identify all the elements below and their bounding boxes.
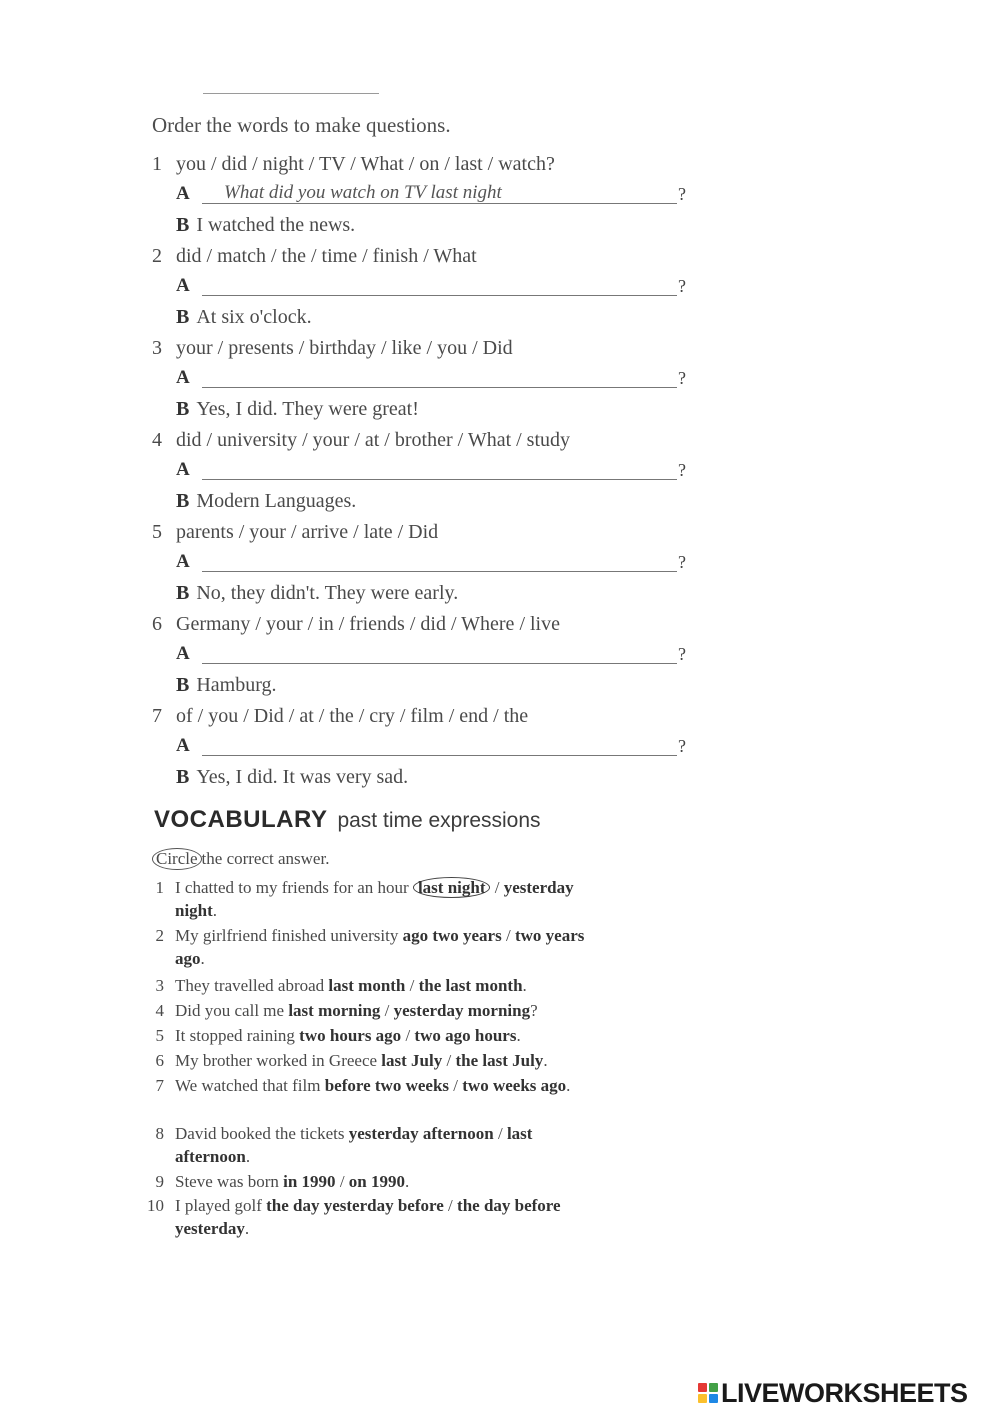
answer-b-text: Modern Languages.	[196, 490, 357, 512]
vocabulary-item	[140, 1074, 595, 1097]
option-2[interactable]: two ago hours	[414, 1026, 517, 1045]
label-b: B	[176, 766, 190, 788]
item-end: .	[566, 1076, 571, 1095]
item-number: 1	[155, 878, 164, 897]
option-separator: /	[448, 1196, 453, 1215]
item-end: ?	[530, 1001, 538, 1020]
label-a: A	[176, 551, 190, 572]
label-b: B	[176, 582, 190, 604]
item-number: 9	[155, 1172, 164, 1191]
question-item	[152, 150, 692, 242]
item-sentence	[175, 1049, 595, 1072]
item-end: .	[405, 1172, 410, 1191]
answer-a-row	[176, 456, 692, 486]
question-prompt	[152, 610, 560, 638]
answer-b-text: Yes, I did. They were great!	[196, 398, 419, 420]
top-divider	[203, 93, 379, 94]
question-words: did / match / the / time / finish / What	[176, 245, 477, 267]
answer-b-text: At six o'clock.	[196, 306, 312, 328]
option-2[interactable]: the last month	[418, 976, 523, 995]
item-end: .	[212, 901, 218, 920]
option-2[interactable]: last afternoon	[175, 1124, 533, 1166]
option-1[interactable]: the day yesterday before	[266, 1196, 444, 1215]
question-item	[152, 610, 692, 702]
item-text: My brother worked in Greece	[175, 1051, 378, 1070]
label-b: B	[176, 674, 190, 696]
vocabulary-item	[140, 1170, 595, 1193]
logo-squares-icon	[698, 1383, 718, 1403]
question-words: your / presents / birthday / like / you / Did	[176, 337, 513, 359]
question-number: 3	[152, 337, 162, 359]
option-separator: /	[494, 878, 500, 897]
answer-a-row	[176, 732, 692, 762]
answer-b-row	[176, 763, 408, 791]
question-mark: ?	[678, 552, 686, 572]
option-1[interactable]: before two weeks	[324, 1076, 450, 1095]
question-prompt	[152, 334, 513, 362]
option-1[interactable]: last month	[328, 976, 406, 995]
option-1[interactable]: last night	[413, 877, 491, 898]
question-item	[152, 426, 692, 518]
answer-a-row	[176, 272, 692, 302]
item-text: We watched that film	[175, 1076, 321, 1095]
answer-b-row	[176, 487, 356, 515]
question-mark: ?	[678, 276, 686, 296]
item-end: .	[244, 1219, 250, 1238]
item-number: 7	[155, 1076, 164, 1095]
answer-b-row	[176, 303, 312, 331]
vocabulary-title: VOCABULARY	[154, 806, 328, 833]
question-item	[152, 242, 692, 334]
label-b: B	[176, 398, 190, 420]
option-2[interactable]: the last July	[455, 1051, 544, 1070]
item-text: My girlfriend finished university	[175, 926, 399, 945]
label-a: A	[176, 735, 190, 756]
item-text: It stopped raining	[175, 1026, 295, 1045]
option-separator: /	[497, 1124, 503, 1143]
answer-a-row	[176, 548, 692, 578]
item-text: They travelled abroad	[175, 976, 325, 995]
item-number: 8	[155, 1124, 164, 1143]
option-2[interactable]: two years ago	[175, 926, 585, 968]
answer-b-text: No, they didn't. They were early.	[196, 582, 459, 604]
vocabulary-subtitle: past time expressions	[337, 809, 541, 832]
question-words: of / you / Did / at / the / cry / film / end / the	[176, 705, 529, 727]
logo-text: LIVEWORKSHEETS	[721, 1377, 968, 1408]
question-list	[152, 150, 692, 794]
question-number: 2	[152, 245, 162, 267]
vocabulary-item	[140, 924, 595, 970]
option-2[interactable]: on 1990	[348, 1172, 406, 1191]
answer-line[interactable]	[202, 387, 677, 388]
answer-b-row	[176, 211, 355, 239]
option-1[interactable]: in 1990	[283, 1172, 336, 1191]
question-mark: ?	[678, 368, 686, 388]
item-sentence	[175, 974, 595, 997]
item-end: .	[200, 949, 205, 968]
label-a: A	[176, 183, 190, 204]
vocabulary-item	[140, 876, 595, 922]
question-words: you / did / night / TV / What / on / last / watch?	[176, 153, 555, 175]
item-number: 4	[155, 1001, 164, 1020]
answer-line[interactable]	[202, 571, 677, 572]
item-end: .	[543, 1051, 548, 1070]
vocabulary-item	[140, 1122, 595, 1168]
label-b: B	[176, 306, 190, 328]
option-1[interactable]: yesterday afternoon	[348, 1124, 494, 1143]
answer-line[interactable]	[202, 295, 677, 296]
question-mark: ?	[678, 644, 686, 664]
option-separator: /	[405, 1026, 411, 1045]
question-number: 1	[152, 153, 162, 175]
option-2[interactable]: yesterday morning	[393, 1001, 531, 1020]
option-1[interactable]: two hours ago	[299, 1026, 402, 1045]
item-text: David booked the tickets	[175, 1124, 345, 1143]
item-sentence	[175, 1170, 595, 1193]
option-1[interactable]: ago two years	[402, 926, 502, 945]
answer-line[interactable]	[202, 479, 677, 480]
item-sentence	[175, 1122, 595, 1168]
option-1[interactable]: last morning	[288, 1001, 381, 1020]
item-text: I chatted to my friends for an hour	[175, 878, 409, 897]
label-a: A	[176, 367, 190, 388]
question-prompt	[152, 518, 438, 546]
option-separator: /	[384, 1001, 390, 1020]
label-a: A	[176, 643, 190, 664]
label-a: A	[176, 459, 190, 480]
item-sentence	[175, 1074, 595, 1097]
exercise-instruction: Order the words to make questions.	[152, 113, 451, 137]
question-mark: ?	[678, 460, 686, 480]
answer-b-row	[176, 579, 458, 607]
label-b: B	[176, 490, 190, 512]
question-item	[152, 334, 692, 426]
question-prompt	[152, 426, 570, 454]
answer-b-row	[176, 395, 419, 423]
circle-word: Circle	[152, 848, 202, 870]
item-sentence	[175, 924, 595, 970]
option-separator: /	[505, 926, 511, 945]
answer-line[interactable]	[202, 663, 677, 664]
question-prompt	[152, 150, 555, 178]
vocabulary-item	[140, 1049, 595, 1072]
answer-b-text: I watched the news.	[196, 214, 356, 236]
item-number: 3	[155, 976, 164, 995]
item-text: Did you call me	[175, 1001, 285, 1020]
answer-b-text: Yes, I did. It was very sad.	[196, 766, 409, 788]
answer-b-text: Hamburg.	[196, 674, 277, 696]
question-number: 4	[152, 429, 162, 451]
option-2[interactable]: two weeks ago	[462, 1076, 567, 1095]
question-item	[152, 518, 692, 610]
vocabulary-heading	[154, 806, 541, 834]
item-number: 5	[155, 1026, 164, 1045]
item-end: .	[245, 1147, 251, 1166]
vocabulary-item	[140, 1194, 595, 1240]
item-sentence	[175, 1194, 595, 1240]
item-number: 2	[155, 926, 164, 945]
answer-a-row	[176, 180, 692, 210]
question-words: Germany / your / in / friends / did / Where / live	[176, 613, 560, 635]
item-number: 10	[147, 1196, 164, 1215]
label-b: B	[176, 214, 190, 236]
answer-line[interactable]	[202, 755, 677, 756]
question-words: parents / your / arrive / late / Did	[176, 521, 439, 543]
vocabulary-item	[140, 999, 595, 1022]
item-end: .	[522, 976, 527, 995]
option-separator: /	[409, 976, 415, 995]
item-text: I played golf	[175, 1196, 262, 1215]
question-number: 7	[152, 705, 162, 727]
question-number: 5	[152, 521, 162, 543]
item-end: .	[516, 1026, 521, 1045]
question-item	[152, 702, 692, 794]
option-2[interactable]: yesterday night	[175, 878, 574, 920]
question-mark: ?	[678, 736, 686, 756]
label-a: A	[176, 275, 190, 296]
question-prompt	[152, 702, 528, 730]
instruction-rest: the correct answer.	[201, 849, 330, 868]
answer-a-row	[176, 364, 692, 394]
item-text: Steve was born	[175, 1172, 279, 1191]
answer-a-text[interactable]: What did you watch on TV last night	[224, 182, 502, 203]
item-number: 6	[155, 1051, 164, 1070]
answer-b-row	[176, 671, 277, 699]
item-sentence	[175, 1024, 595, 1047]
vocabulary-instruction	[152, 848, 329, 870]
item-sentence	[175, 999, 595, 1022]
question-mark: ?	[678, 184, 686, 204]
question-prompt	[152, 242, 477, 270]
question-number: 6	[152, 613, 162, 635]
option-2[interactable]: the day before yesterday	[175, 1196, 561, 1238]
answer-a-row	[176, 640, 692, 670]
option-separator: /	[453, 1076, 459, 1095]
item-sentence	[175, 876, 595, 922]
question-words: did / university / your / at / brother / What / study	[176, 429, 571, 451]
vocabulary-item	[140, 1024, 595, 1047]
option-separator: /	[446, 1051, 452, 1070]
option-1[interactable]: last July	[381, 1051, 443, 1070]
option-separator: /	[339, 1172, 345, 1191]
liveworksheets-logo	[698, 1378, 968, 1408]
vocabulary-item	[140, 974, 595, 997]
